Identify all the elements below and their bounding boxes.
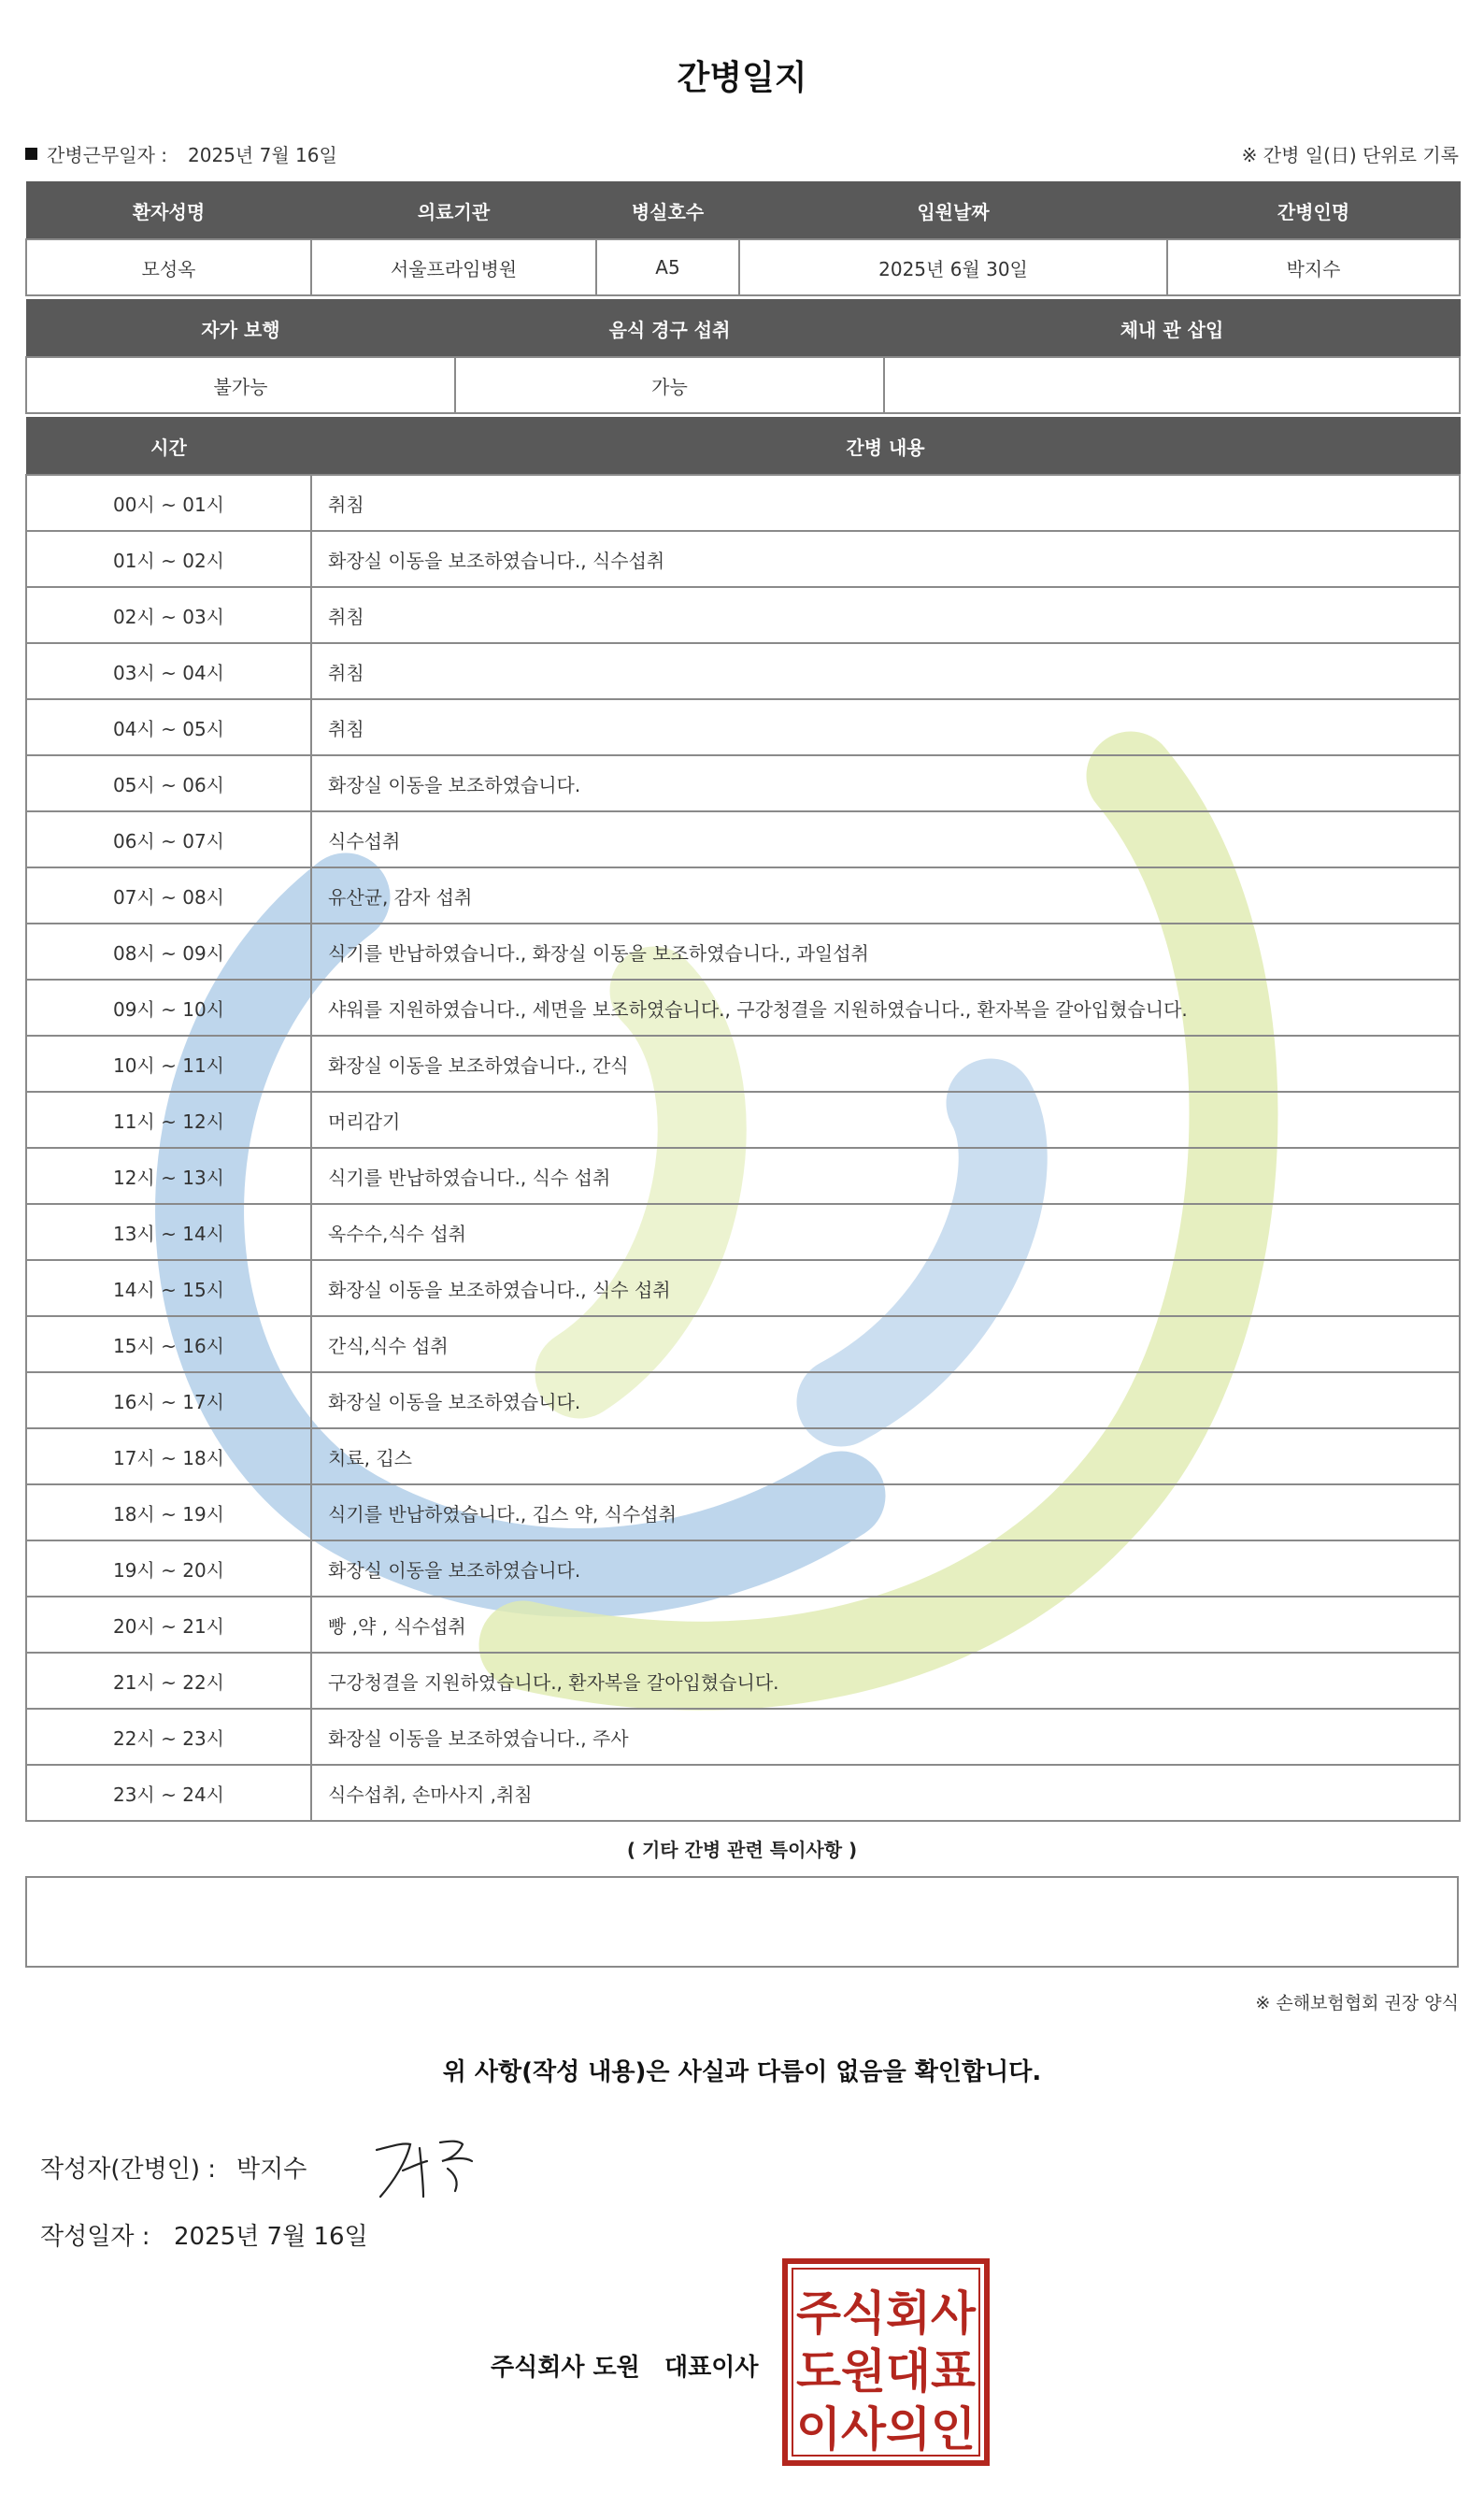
table-row xyxy=(26,1597,1460,1653)
form-source-note: ※ 손해보험협회 권장 양식 xyxy=(1255,1993,1459,2013)
unit-note: ※ 간병 일(日) 단위로 기록 xyxy=(1241,144,1459,166)
written-date-label: 작성일자 : xyxy=(40,2223,150,2251)
admission-date: 2025년 6월 30일 xyxy=(739,239,1167,295)
patient-status-table xyxy=(25,299,1461,414)
header-tube-insertion: 체내 관 삽입 xyxy=(884,300,1460,358)
header-admission-date: 입원날짜 xyxy=(739,182,1167,240)
care-content: 치료, 깁스 xyxy=(311,1428,1460,1484)
patient-name: 모성옥 xyxy=(26,239,311,295)
svg-text:도원대표: 도원대표 xyxy=(796,2344,977,2399)
caregiver-name: 박지수 xyxy=(1167,239,1460,295)
care-content: 화장실 이동을 보조하였습니다. xyxy=(311,755,1460,811)
time-slot: 16시 ~ 17시 xyxy=(26,1372,311,1428)
care-content: 화장실 이동을 보조하였습니다., 간식 xyxy=(311,1036,1460,1092)
company-name: 주식회사 도원 xyxy=(491,2354,640,2382)
time-slot: 11시 ~ 12시 xyxy=(26,1092,311,1148)
table-row xyxy=(26,924,1460,980)
care-content: 취침 xyxy=(311,587,1460,643)
time-slot: 17시 ~ 18시 xyxy=(26,1428,311,1484)
time-slot: 01시 ~ 02시 xyxy=(26,531,311,587)
self-walking-value: 불가능 xyxy=(26,357,455,413)
time-slot: 23시 ~ 24시 xyxy=(26,1765,311,1821)
writer-name: 박지수 xyxy=(236,2156,307,2184)
table-row xyxy=(26,1260,1460,1316)
confirmation-statement: 위 사항(작성 내용)은 사실과 다름이 없음을 확인합니다. xyxy=(442,2058,1042,2086)
time-slot: 22시 ~ 23시 xyxy=(26,1709,311,1765)
time-slot: 10시 ~ 11시 xyxy=(26,1036,311,1092)
table-row xyxy=(26,1148,1460,1204)
care-content: 샤워를 지원하였습니다., 세면을 보조하였습니다., 구강청결을 지원하였습니다., 환자복을 갈아입혔습니다. xyxy=(311,980,1460,1036)
table-row xyxy=(26,1428,1460,1484)
time-slot: 15시 ~ 16시 xyxy=(26,1316,311,1372)
header-caregiver-name: 간병인명 xyxy=(1167,182,1460,240)
header-self-walking: 자가 보행 xyxy=(26,300,455,358)
header-hospital: 의료기관 xyxy=(311,182,596,240)
time-slot: 18시 ~ 19시 xyxy=(26,1484,311,1540)
patient-info-table xyxy=(25,181,1461,296)
care-content: 간식,식수 섭취 xyxy=(311,1316,1460,1372)
care-content: 취침 xyxy=(311,643,1460,699)
care-content: 취침 xyxy=(311,699,1460,755)
header-care-content: 간병 내용 xyxy=(311,418,1460,476)
hospital-name: 서울프라임병원 xyxy=(311,239,596,295)
header-oral-intake: 음식 경구 섭취 xyxy=(455,300,884,358)
time-slot: 04시 ~ 05시 xyxy=(26,699,311,755)
company-seal-stamp xyxy=(782,2258,990,2466)
care-log-table xyxy=(25,417,1461,1822)
care-content: 머리감기 xyxy=(311,1092,1460,1148)
table-row xyxy=(26,980,1460,1036)
table-row xyxy=(26,475,1460,531)
table-row xyxy=(26,1372,1460,1428)
time-slot: 00시 ~ 01시 xyxy=(26,475,311,531)
table-row xyxy=(26,1484,1460,1540)
care-content: 화장실 이동을 보조하였습니다., 주사 xyxy=(311,1709,1460,1765)
care-content: 유산균, 감자 섭취 xyxy=(311,867,1460,924)
oral-intake-value: 가능 xyxy=(455,357,884,413)
handwritten-signature xyxy=(365,2129,496,2204)
care-content: 빵 ,약 , 식수섭취 xyxy=(311,1597,1460,1653)
time-slot: 09시 ~ 10시 xyxy=(26,980,311,1036)
table-row xyxy=(26,867,1460,924)
header-patient-name: 환자성명 xyxy=(26,182,311,240)
written-date-value: 2025년 7월 16일 xyxy=(174,2223,368,2251)
table-row xyxy=(26,1709,1460,1765)
time-slot: 06시 ~ 07시 xyxy=(26,811,311,867)
care-content: 식기를 반납하였습니다., 화장실 이동을 보조하였습니다., 과일섭취 xyxy=(311,924,1460,980)
care-content: 화장실 이동을 보조하였습니다. xyxy=(311,1372,1460,1428)
table-row xyxy=(26,643,1460,699)
care-content: 식기를 반납하였습니다., 깁스 약, 식수섭취 xyxy=(311,1484,1460,1540)
work-date-line xyxy=(25,140,337,167)
work-date-label: 간병근무일자 : xyxy=(47,144,168,166)
header-room: 병실호수 xyxy=(596,182,739,240)
table-row xyxy=(26,1540,1460,1597)
time-slot: 12시 ~ 13시 xyxy=(26,1148,311,1204)
time-slot: 14시 ~ 15시 xyxy=(26,1260,311,1316)
care-content: 구강청결을 지원하였습니다., 환자복을 갈아입혔습니다. xyxy=(311,1653,1460,1709)
table-row xyxy=(26,1316,1460,1372)
care-content: 식수섭취, 손마사지 ,취침 xyxy=(311,1765,1460,1821)
table-row xyxy=(26,531,1460,587)
table-row xyxy=(26,1653,1460,1709)
care-content: 식기를 반납하였습니다., 식수 섭취 xyxy=(311,1148,1460,1204)
time-slot: 07시 ~ 08시 xyxy=(26,867,311,924)
table-row xyxy=(26,755,1460,811)
bullet-square-icon xyxy=(25,148,37,160)
table-row xyxy=(26,1765,1460,1821)
time-slot: 05시 ~ 06시 xyxy=(26,755,311,811)
time-slot: 13시 ~ 14시 xyxy=(26,1204,311,1260)
time-slot: 19시 ~ 20시 xyxy=(26,1540,311,1597)
time-slot: 21시 ~ 22시 xyxy=(26,1653,311,1709)
time-slot: 03시 ~ 04시 xyxy=(26,643,311,699)
page-title: 간병일지 xyxy=(677,59,807,97)
ceo-label: 대표이사 xyxy=(664,2354,759,2382)
tube-insertion-value xyxy=(884,357,1460,413)
header-time: 시간 xyxy=(26,418,311,476)
table-row xyxy=(26,811,1460,867)
care-content: 취침 xyxy=(311,475,1460,531)
table-row xyxy=(26,1036,1460,1092)
care-content: 화장실 이동을 보조하였습니다., 식수 섭취 xyxy=(311,1260,1460,1316)
care-content: 화장실 이동을 보조하였습니다., 식수섭취 xyxy=(311,531,1460,587)
time-slot: 08시 ~ 09시 xyxy=(26,924,311,980)
care-content: 옥수수,식수 섭취 xyxy=(311,1204,1460,1260)
care-content: 식수섭취 xyxy=(311,811,1460,867)
svg-text:주식회사: 주식회사 xyxy=(796,2286,977,2341)
notes-title: ( 기타 간병 관련 특이사항 ) xyxy=(626,1839,858,1861)
room-number: A5 xyxy=(596,239,739,295)
work-date-value: 2025년 7월 16일 xyxy=(188,144,337,166)
table-row xyxy=(26,1092,1460,1148)
table-row xyxy=(26,699,1460,755)
writer-label: 작성자(간병인) : xyxy=(40,2156,217,2184)
time-slot: 20시 ~ 21시 xyxy=(26,1597,311,1653)
svg-text:이사의인: 이사의인 xyxy=(796,2402,976,2457)
notes-box xyxy=(25,1876,1459,1968)
care-content: 화장실 이동을 보조하였습니다. xyxy=(311,1540,1460,1597)
table-row xyxy=(26,587,1460,643)
table-row xyxy=(26,1204,1460,1260)
time-slot: 02시 ~ 03시 xyxy=(26,587,311,643)
